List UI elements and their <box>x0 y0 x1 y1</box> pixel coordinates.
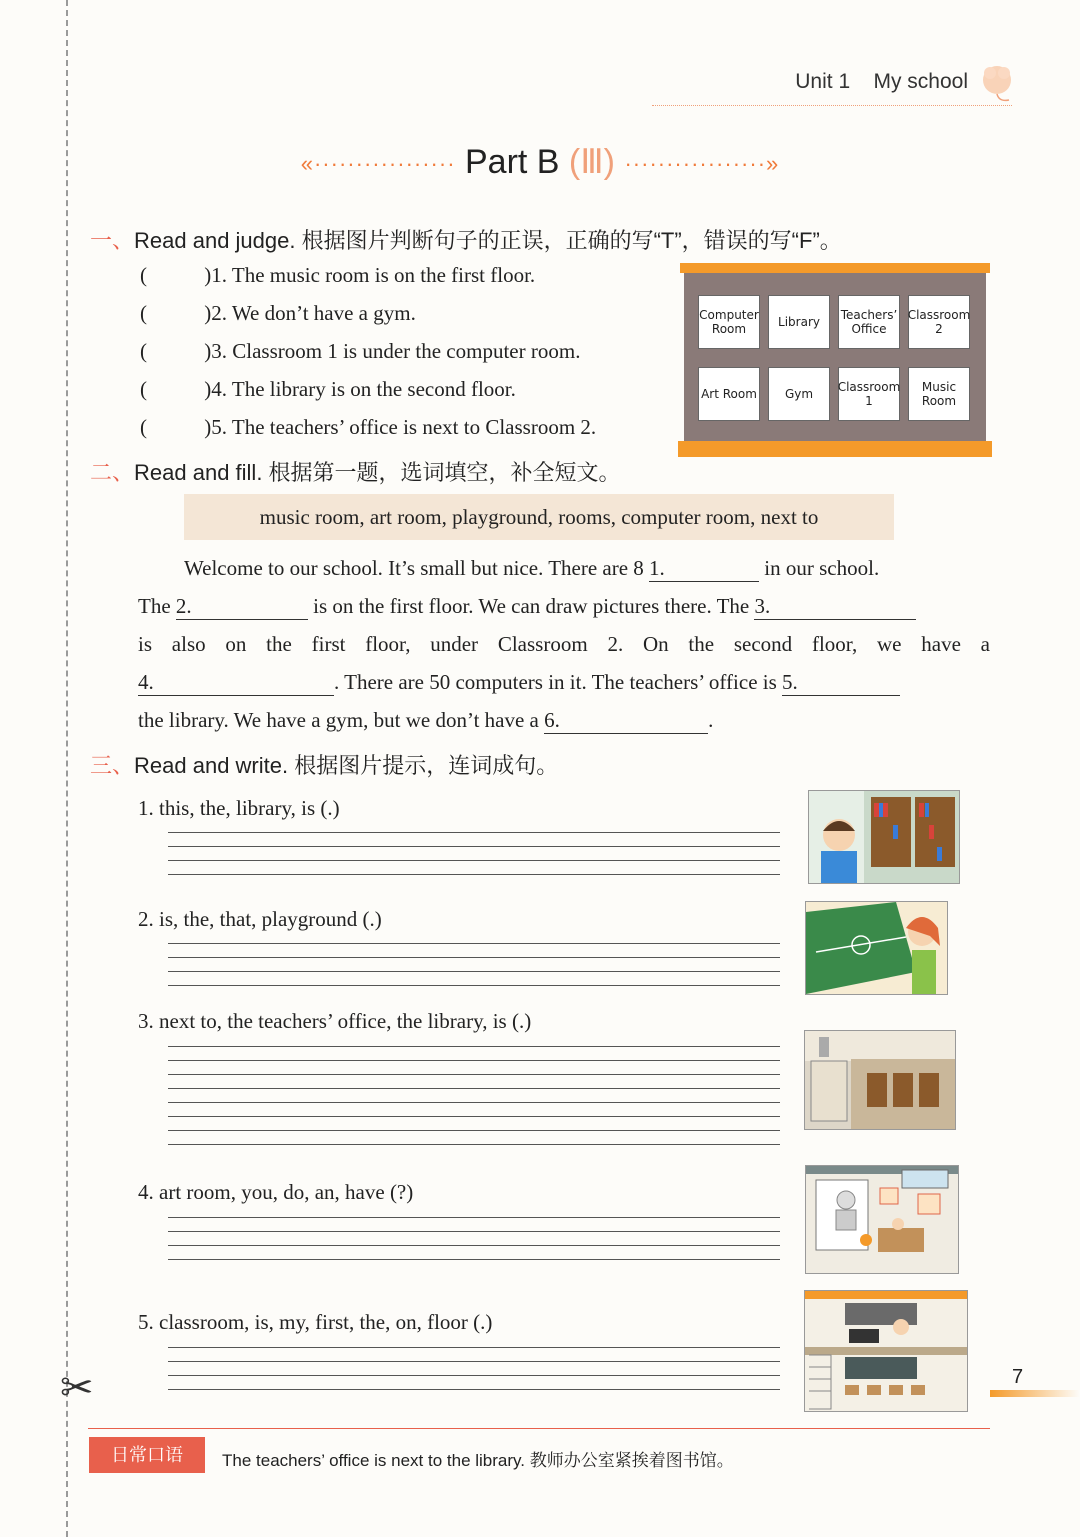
blank-6[interactable] <box>544 708 708 734</box>
para-text: is on the first floor. We can draw pictures there. The <box>307 594 755 618</box>
blank-number: 3. <box>754 594 771 618</box>
library-picture <box>808 790 960 884</box>
part-label: Part B <box>464 143 560 181</box>
paragraph-line <box>138 556 990 582</box>
blank-number: 5. <box>782 670 798 694</box>
playground-picture <box>805 901 948 995</box>
room-box: Art Room <box>698 367 760 421</box>
classroom-floor-picture <box>804 1290 968 1412</box>
room-box: Computer Room <box>698 295 760 349</box>
judge-item[interactable]: ( )4. The library is on the second floor. <box>140 377 516 401</box>
room-box: Library <box>768 295 830 349</box>
judge-item[interactable]: ( )1. The music room is on the first floor. <box>140 263 536 287</box>
sentence-prompt: 5. classroom, is, my, first, the, on, floor (.) <box>138 1310 493 1334</box>
art-room-picture <box>805 1165 959 1274</box>
writing-lines[interactable] <box>168 1217 780 1273</box>
scissors-icon: ✂ <box>60 1365 94 1411</box>
footer-tag: 日常口语 <box>89 1437 205 1473</box>
room-box: Music Room <box>908 367 970 421</box>
judge-item[interactable]: ( )5. The teachers’ office is next to Classroom 2. <box>140 415 597 439</box>
para-text: . <box>708 708 714 732</box>
sentence-prompt: 2. is, the, that, playground (.) <box>138 907 382 931</box>
para-text: in our school. <box>759 556 880 580</box>
blank-2[interactable] <box>176 594 308 620</box>
paragraph-line: is also on the first floor, under Classroom 2. On the second floor, we have a <box>138 632 990 656</box>
paragraph-line <box>138 670 990 696</box>
para-text: . There are 50 computers in it. The teachers’ office is <box>334 670 783 694</box>
unit-label: Unit 1 <box>795 70 851 93</box>
page-number: 7 <box>1012 1366 1024 1388</box>
paragraph-line <box>138 708 990 734</box>
judge-text: 3. Classroom 1 is under the computer room. <box>211 339 581 363</box>
blank-number: 6. <box>544 708 560 732</box>
sentence-prompt: 3. next to, the teachers’ office, the library, is (.) <box>138 1009 532 1033</box>
right-arrow-icon: ·················» <box>624 151 780 177</box>
judge-text: 1. The music room is on the first floor. <box>211 263 536 287</box>
para-text: the library. We have a gym, but we don’t have a <box>138 708 545 732</box>
topic-label: My school <box>873 70 968 93</box>
judge-item[interactable]: ( )2. We don’t have a gym. <box>140 301 416 325</box>
school-floor-picture <box>804 1030 956 1130</box>
room-box: Classroom 2 <box>908 295 970 349</box>
page-header <box>795 70 968 94</box>
school-building-figure <box>680 263 990 457</box>
section3-title: Read and write. 根据图片提示，连词成句。 <box>134 753 559 778</box>
section2-heading <box>90 456 621 487</box>
building-base <box>678 441 992 457</box>
sentence-prompt: 1. this, the, library, is (.) <box>138 796 340 820</box>
room-box: Classroom 1 <box>838 367 900 421</box>
part-roman: (Ⅲ) <box>568 143 616 181</box>
blank-1[interactable] <box>649 556 759 582</box>
blank-number: 1. <box>649 556 665 580</box>
building-wall <box>684 273 986 441</box>
writing-lines[interactable] <box>168 1046 780 1158</box>
footer-divider <box>88 1428 990 1429</box>
writing-lines[interactable] <box>168 832 780 888</box>
judge-item[interactable]: ( )3. Classroom 1 is under the computer room. <box>140 339 581 363</box>
para-text: Welcome to our school. It’s small but nice. There are 8 <box>184 556 650 580</box>
section3-number: 三、 <box>90 753 135 778</box>
section2-number: 二、 <box>90 460 135 485</box>
building-roof <box>680 263 990 273</box>
blank-4[interactable] <box>138 670 334 696</box>
judge-text: 4. The library is on the second floor. <box>211 377 516 401</box>
section1-number: 一、 <box>90 228 135 253</box>
paragraph-line <box>138 594 990 620</box>
section3-heading <box>90 749 558 780</box>
page-number-bar <box>990 1390 1080 1397</box>
blank-5[interactable] <box>782 670 900 696</box>
judge-text: 2. We don’t have a gym. <box>211 301 416 325</box>
cut-line <box>66 0 68 1537</box>
sentence-prompt: 4. art room, you, do, an, have (?) <box>138 1180 414 1204</box>
room-box: Teachers’ Office <box>838 295 900 349</box>
section2-title: Read and fill. 根据第一题，选词填空，补全短文。 <box>134 460 621 485</box>
judge-text: 5. The teachers’ office is next to Classroom 2. <box>211 415 597 439</box>
footer-text: The teachers’ office is next to the library. 教师办公室紧挨着图书馆。 <box>222 1451 734 1470</box>
word-bank: music room, art room, playground, rooms, computer room, next to <box>184 494 894 540</box>
writing-lines[interactable] <box>168 943 780 999</box>
blank-number: 4. <box>138 670 154 694</box>
section1-title: Read and judge. 根据图片判断句子的正误，正确的写“T”，错误的写“F”。 <box>134 228 842 253</box>
blank-number: 2. <box>175 594 192 618</box>
room-box: Gym <box>768 367 830 421</box>
writing-lines[interactable] <box>168 1347 780 1403</box>
para-text: The <box>138 594 176 618</box>
left-arrow-icon: «················· <box>300 151 456 177</box>
section1-heading <box>90 224 842 255</box>
header-divider <box>652 97 1012 106</box>
blank-3[interactable] <box>754 594 916 620</box>
page-title <box>0 142 1080 182</box>
